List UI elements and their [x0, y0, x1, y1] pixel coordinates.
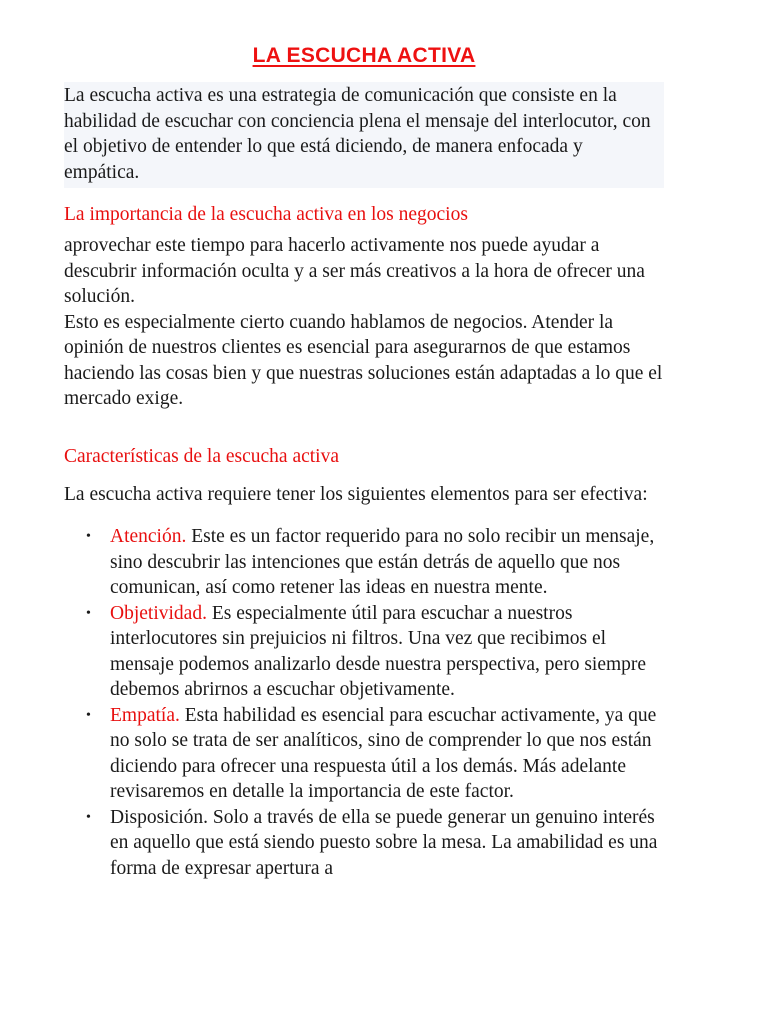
- section-heading-importance: La importancia de la escucha activa en los negocios: [64, 204, 468, 225]
- document-page: [64, 44, 664, 881]
- item-text: Disposición. Solo a través de ella se puede generar un genuino interés en aquello que está siendo puesto sobre la mesa. La amabilidad es una forma de expresar apertura a: [110, 806, 658, 879]
- characteristics-list: [64, 524, 664, 881]
- list-item: [64, 805, 664, 882]
- list-item: [64, 601, 664, 703]
- bullet-icon: •: [86, 605, 91, 621]
- bullet-icon: •: [86, 809, 91, 825]
- list-item: [64, 703, 664, 805]
- characteristics-lead: La escucha activa requiere tener los siguientes elementos para ser efectiva:: [64, 483, 648, 505]
- item-text: Esta habilidad es esencial para escuchar activamente, ya que no solo se trata de ser analíticos, sino de comprender lo que nos están diciendo para ofrecer una respuesta útil a los demás. Más adelante revisaremos en detalle la importancia de este factor.: [110, 704, 657, 802]
- intro-paragraph: La escucha activa es una estrategia de comunicación que consiste en la habilidad de escuchar con conciencia plena el mensaje del interlocutor, con el objetivo de entender lo que está diciendo, de manera enfocada y empática.: [64, 82, 664, 188]
- page-title: LA ESCUCHA ACTIVA: [252, 44, 476, 67]
- term-empatia: Empatía.: [110, 704, 180, 726]
- importance-paragraph-2: Esto es especialmente cierto cuando hablamos de negocios. Atender la opinión de nuestros clientes es esencial para asegurarnos de que estamos haciendo las cosas bien y que nuestras soluciones están adaptadas a lo que el mercado exige.: [64, 311, 663, 409]
- section-heading-characteristics: Características de la escucha activa: [64, 445, 340, 467]
- bullet-icon: •: [86, 707, 91, 723]
- item-text: Este es un factor requerido para no solo recibir un mensaje, sino descubrir las intenciones que están detrás de aquello que nos comunican, así como retener las ideas en nuestra mente.: [110, 526, 655, 598]
- term-atencion: Atención.: [110, 526, 187, 547]
- item-text: Es especialmente útil para escuchar a nuestros interlocutores sin prejuicios ni filtros. Una vez que recibimos el mensaje podemos analizarlo desde nuestra perspectiva, pero siempre debemos abrirnos a escuchar objetivamente.: [110, 602, 647, 700]
- importance-paragraph-1: aprovechar este tiempo para hacerlo activamente nos puede ayudar a descubrir información oculta y a ser más creativos a la hora de ofrecer una solución.: [64, 235, 645, 307]
- list-item: [64, 524, 664, 601]
- bullet-icon: •: [86, 529, 91, 544]
- term-objetividad: Objetividad.: [110, 602, 207, 624]
